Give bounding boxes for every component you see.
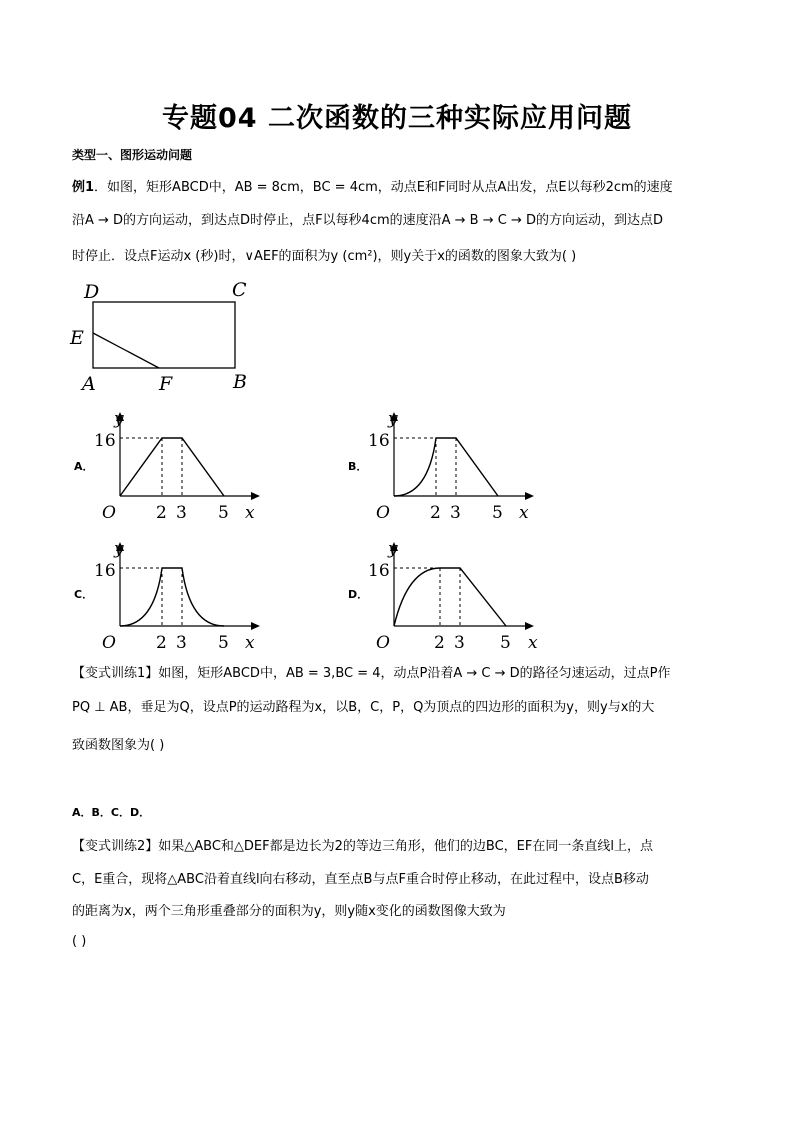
svg-text:3: 3 [176,503,187,523]
svg-text:x: x [245,503,255,523]
svg-text:16: 16 [94,561,116,581]
curve-a [120,438,224,496]
rectangle-figure [66,276,266,396]
variant2-line1: 【变式训练2】如果△ABC和△DEF都是边长为2的等边三角形，他们的边BC，EF在同一条直线l上，点 [72,839,653,854]
graph-option-a [94,404,269,524]
svg-text:16: 16 [368,561,390,581]
graph-option-b [368,404,543,524]
variant2-line2: C，E重合，现将△ABC沿着直线l向右移动，直至点B与点F重合时停止移动，在此过程中，设点B移动 [72,872,649,887]
label-f: F [159,373,173,395]
svg-text:O: O [376,633,390,653]
graph-option-c [94,534,269,654]
option-c-label: C． [74,588,94,601]
curve-d [394,568,506,626]
variant1-line3: 致函数图象为( ) [72,738,165,753]
label-c: C [232,279,247,301]
option-b-label: B． [348,460,368,473]
svg-text:O: O [376,503,390,523]
example1-line2: 沿A → D的方向运动，到达点D时停止，点F以每秒4cm的速度沿A → B → C → D的方向运动，到达点D [72,213,664,228]
svg-text:2: 2 [434,633,445,653]
variant1-line2: PQ ⊥ AB，垂足为Q，设点P的运动路程为x，以B，C，P，Q为顶点的四边形的面积为y，则y与x的大 [72,700,655,715]
variant2-line3: 的距离为x，两个三角形重叠部分的面积为y，则y随x变化的函数图像大致为 [72,904,506,919]
example1-line3: 时停止．设点F运动x (秒)时，∨AEF的面积为y (cm²)，则y关于x的函数的图象大致为( ) [72,249,577,264]
label-d: D [84,281,100,303]
graph-option-d [368,534,543,654]
example1-line1: 例1．如图，矩形ABCD中，AB = 8cm，BC = 4cm，动点E和F同时从点A出发，点E以每秒2cm的速度 [72,180,673,195]
svg-text:y: y [388,409,398,429]
label-a: A [82,373,96,395]
svg-text:O: O [102,633,116,653]
svg-text:y: y [388,539,398,559]
option-d-label: D． [348,588,369,601]
section-heading: 类型一、图形运动问题 [72,148,193,162]
svg-text:x: x [245,633,255,653]
curve-c [120,568,224,626]
curve-b [394,438,498,496]
label-e: E [70,327,84,349]
svg-text:x: x [528,633,538,653]
svg-text:y: y [114,539,124,559]
svg-text:5: 5 [218,503,229,523]
option-a-label: A． [74,460,94,473]
variant1-answers: A．B．C．D． [72,806,151,819]
svg-text:3: 3 [176,633,187,653]
svg-text:5: 5 [218,633,229,653]
svg-text:5: 5 [500,633,511,653]
svg-text:2: 2 [156,633,167,653]
rectangle-abcd [93,302,235,368]
variant1-line1: 【变式训练1】如图，矩形ABCD中，AB = 3,BC = 4，动点P沿着A → C → D的路径匀速运动，过点P作 [72,666,671,681]
svg-text:16: 16 [94,431,116,451]
svg-text:5: 5 [492,503,503,523]
svg-text:16: 16 [368,431,390,451]
segment-ef [93,333,159,368]
example1-label: 例1 [72,180,95,195]
svg-text:2: 2 [156,503,167,523]
variant2-line4: ( ) [72,934,87,949]
svg-text:2: 2 [430,503,441,523]
svg-text:3: 3 [450,503,461,523]
svg-text:y: y [114,409,124,429]
svg-text:x: x [519,503,529,523]
label-b: B [233,371,247,393]
svg-text:O: O [102,503,116,523]
page-title: 专题04 二次函数的三种实际应用问题 [162,103,632,134]
svg-text:3: 3 [454,633,465,653]
